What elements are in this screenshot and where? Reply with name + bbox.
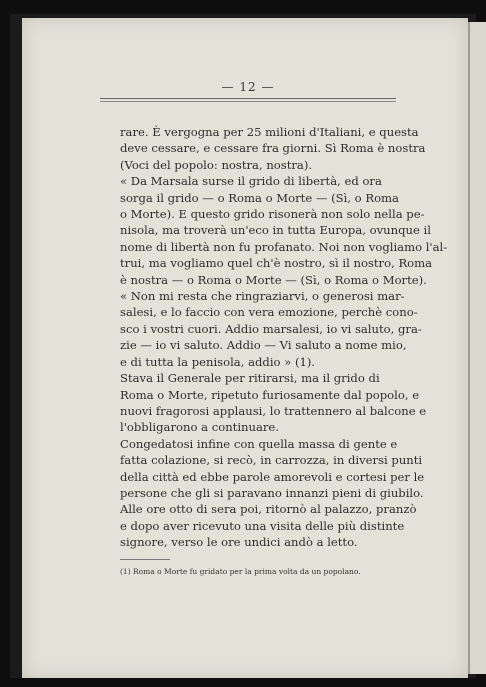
text-line: Stava il Generale per ritirarsi, ma il grido di [120, 371, 380, 386]
footnote-rule [120, 559, 170, 560]
text-line: l'obbligarono a continuare. [120, 420, 279, 435]
text-line: sorga il grido — o Roma o Morte — (Sì, o Roma [120, 190, 399, 205]
text-line: (Voci del popolo: nostra, nostra). [120, 157, 313, 172]
text-line: nome di libertà non fu profanato. Noi non vogliamo l'al- [120, 239, 448, 254]
text-line: è nostra — o Roma o Morte — (Sì, o Roma o Morte). [120, 272, 427, 287]
text-line: signore, verso le ore undici andò a letto. [120, 535, 358, 550]
text-line: deve cessare, e cessare fra giorni. Sì Roma è nostra [120, 141, 426, 156]
text-line: della città ed ebbe parole amorevoli e cortesi per le [120, 469, 425, 484]
text-line: fatta colazione, si recò, in carrozza, in diversi punti [120, 453, 423, 468]
page-header [100, 80, 396, 104]
page-number: — 12 — [221, 80, 275, 94]
text-line: e di tutta la penisola, addio » (1). [120, 354, 316, 369]
text-line: sco i vostri cuori. Addio marsalesi, io vi saluto, gra- [120, 321, 422, 336]
text-line: nisola, ma troverà un'eco in tutta Europa, ovunque il [120, 223, 431, 238]
text-line: rare. È vergogna per 25 milioni d'Italiani, e questa [120, 125, 419, 139]
body-text [120, 124, 448, 551]
text-line: « Non mi resta che ringraziarvi, o generosi mar- [120, 289, 405, 304]
text-line: « Da Marsala surse il grido di libertà, ed ora [120, 174, 382, 189]
text-line: trui, ma vogliamo quel ch'è nostro, sì il nostro, Roma [120, 256, 433, 271]
next-page-edge [468, 22, 486, 674]
text-line: Roma o Morte, ripetuto furiosamente dal popolo, e [120, 387, 420, 402]
header-rule [100, 98, 396, 99]
text-line: zie — io vi saluto. Addio — Vi saluto a nome mio, [120, 338, 407, 353]
text-line: o Morte). E questo grido risonerà non solo nella pe- [120, 207, 425, 222]
header-rule-double [100, 101, 396, 102]
text-line: salesi, e lo faccio con vera emozione, perchè cono- [120, 305, 418, 320]
text-line: e dopo aver ricevuto una visita delle più distinte [120, 518, 405, 533]
text-line: persone che gli si paravano innanzi pieni di giubilo. [120, 485, 424, 500]
footnote: (1) Roma o Morte fu gridato per la prima volta da un popolano. [120, 567, 361, 576]
text-line: Alle ore otto di sera poi, ritornò al palazzo, pranzò [120, 502, 417, 517]
text-line: nuovi fragorosi applausi, lo trattennero al balcone e [120, 403, 427, 418]
text-line: Congedatosi infine con quella massa di gente e [120, 436, 398, 451]
